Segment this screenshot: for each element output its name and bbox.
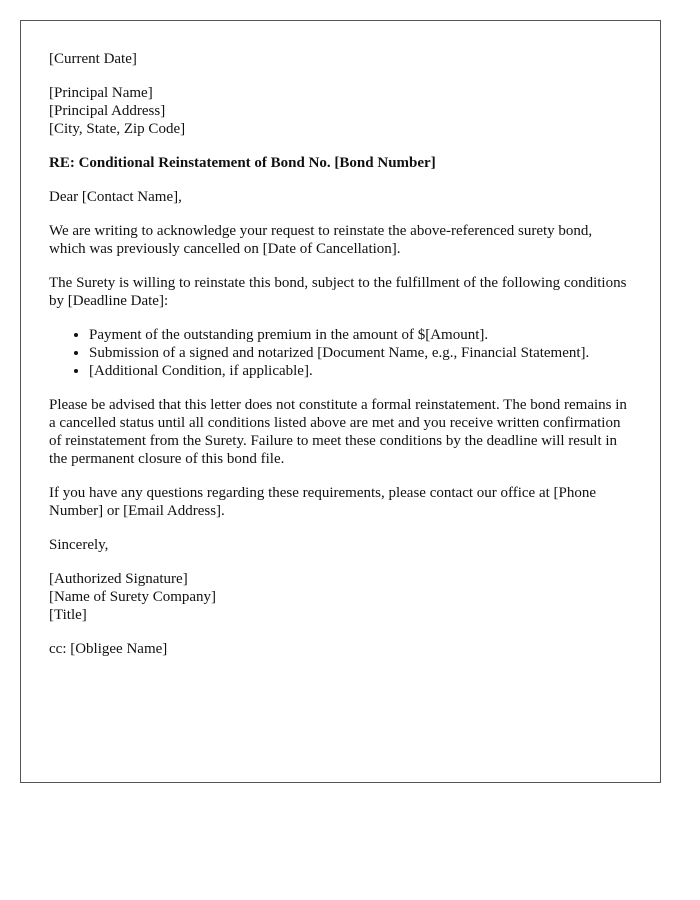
recipient-block [49, 84, 632, 138]
recipient-name: [Principal Name] [49, 85, 153, 101]
condition-item: • Payment of the outstanding premium in the amount of $[Amount]. [89, 326, 632, 344]
contact-paragraph: If you have any questions regarding these requirements, please contact our office at [Phone Number] or [Email Address]. [49, 485, 597, 519]
closing: Sincerely, [49, 537, 109, 553]
letter-date: [Current Date] [49, 51, 137, 67]
subject-line: RE: Conditional Reinstatement of Bond No. [Bond Number] [49, 155, 436, 171]
signature-title: [Title] [49, 607, 87, 623]
signature-block [49, 570, 632, 624]
condition-item: • Submission of a signed and notarized [Document Name, e.g., Financial Statement]. [89, 344, 632, 362]
intro-paragraph: We are writing to acknowledge your request to reinstate the above-referenced surety bond, which was previously cancelled on [Date of Cancellation]. [49, 223, 593, 257]
conditions-list [49, 326, 632, 380]
advisory-paragraph: Please be advised that this letter does not constitute a formal reinstatement. The bond remains in a cancelled status until all conditions listed above are met and you receive written confirmation of reinstatement from the Surety. Failure to meet these conditions by the deadline will result in the permanent closure of this bond file. [49, 397, 627, 467]
signature-company: [Name of Surety Company] [49, 589, 217, 605]
signature-signer: [Authorized Signature] [49, 571, 188, 587]
salutation: Dear [Contact Name], [49, 189, 182, 205]
recipient-city: [City, State, Zip Code] [49, 121, 186, 137]
letter-document [20, 20, 661, 783]
recipient-address: [Principal Address] [49, 103, 166, 119]
conditions-intro-paragraph: The Surety is willing to reinstate this bond, subject to the fulfillment of the following conditions by [Deadline Date]: [49, 275, 627, 309]
condition-item: • [Additional Condition, if applicable]. [89, 362, 632, 380]
cc-line: cc: [Obligee Name] [49, 641, 168, 657]
